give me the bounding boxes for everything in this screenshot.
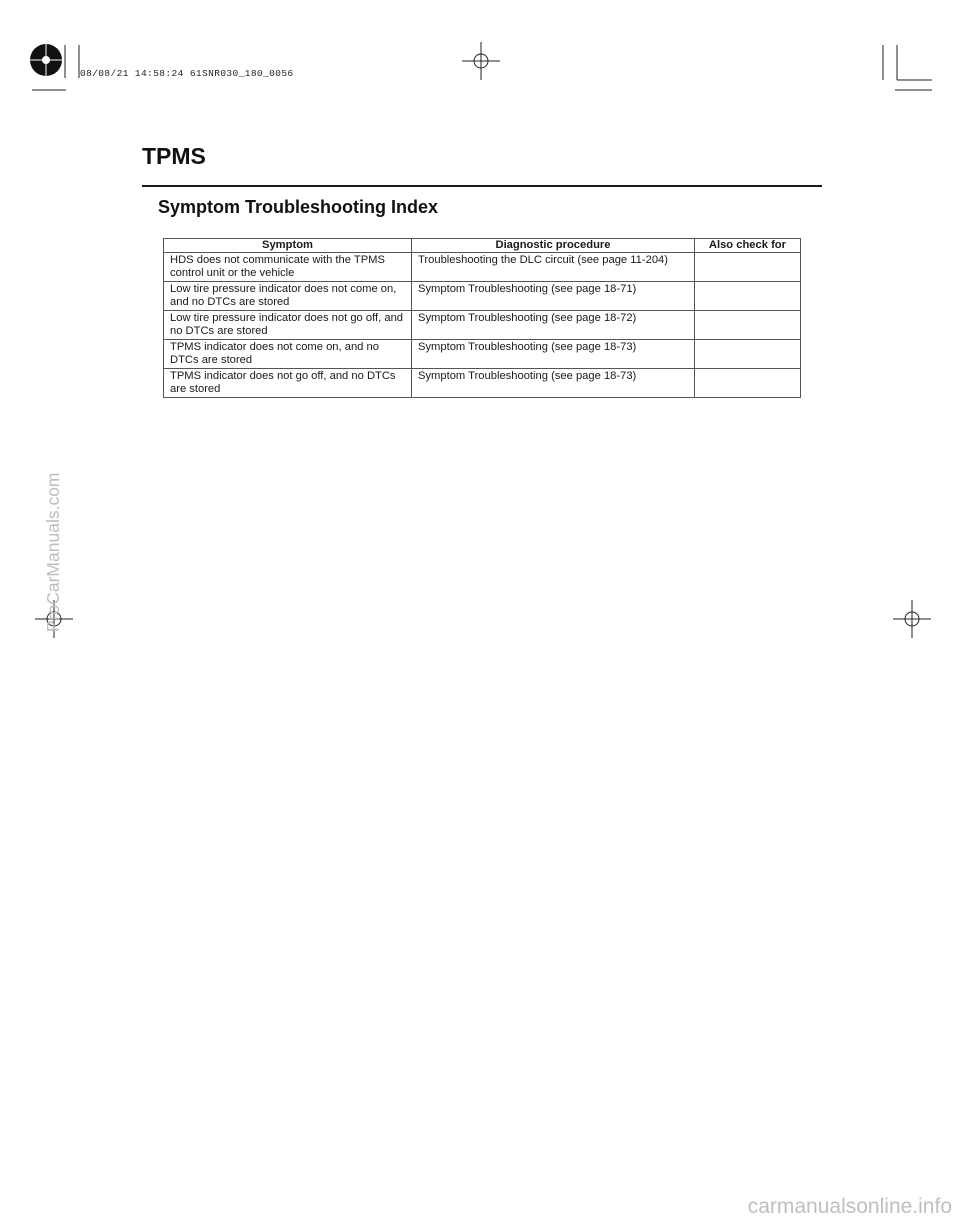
section-title: TPMS	[142, 143, 206, 169]
footer-watermark: carmanualsonline.info	[747, 1195, 952, 1218]
symptom-cell: HDS does not communicate with the TPMS control unit or the vehicle	[164, 253, 412, 282]
header-diagnostic-procedure: Diagnostic procedure	[412, 239, 695, 253]
header-symptom: Symptom	[164, 239, 412, 253]
side-watermark: ProCarManuals.com	[43, 472, 63, 632]
table-row	[164, 340, 801, 369]
table-row	[164, 369, 801, 398]
also-check-cell	[695, 253, 801, 282]
table-row	[164, 311, 801, 340]
table-header-row	[164, 239, 801, 253]
symptom-cell: TPMS indicator does not come on, and no DTCs are stored	[164, 340, 412, 369]
also-check-cell	[695, 282, 801, 311]
also-check-cell	[695, 340, 801, 369]
table-row	[164, 282, 801, 311]
header-also-check-for: Also check for	[695, 239, 801, 253]
registration-mark-top-left	[0, 0, 110, 110]
crop-mark-top-right	[880, 42, 960, 102]
crosshair-mark-top-center	[462, 42, 500, 80]
page-heading: Symptom Troubleshooting Index	[158, 197, 439, 217]
procedure-cell: Troubleshooting the DLC circuit (see page 11-204)	[412, 253, 695, 282]
symptom-cell: Low tire pressure indicator does not come on, and no DTCs are stored	[164, 282, 412, 311]
symptom-index-table	[163, 238, 801, 398]
table-row	[164, 253, 801, 282]
also-check-cell	[695, 311, 801, 340]
also-check-cell	[695, 369, 801, 398]
procedure-cell: Symptom Troubleshooting (see page 18-73)	[412, 369, 695, 398]
print-timestamp: 08/08/21 14:58:24 61SNR030_180_0056	[80, 68, 294, 79]
procedure-cell: Symptom Troubleshooting (see page 18-71)	[412, 282, 695, 311]
crosshair-mark-right-middle	[893, 600, 931, 638]
symptom-cell: Low tire pressure indicator does not go off, and no DTCs are stored	[164, 311, 412, 340]
procedure-cell: Symptom Troubleshooting (see page 18-73)	[412, 340, 695, 369]
symptom-cell: TPMS indicator does not go off, and no DTCs are stored	[164, 369, 412, 398]
procedure-cell: Symptom Troubleshooting (see page 18-72)	[412, 311, 695, 340]
title-rule	[142, 185, 822, 187]
